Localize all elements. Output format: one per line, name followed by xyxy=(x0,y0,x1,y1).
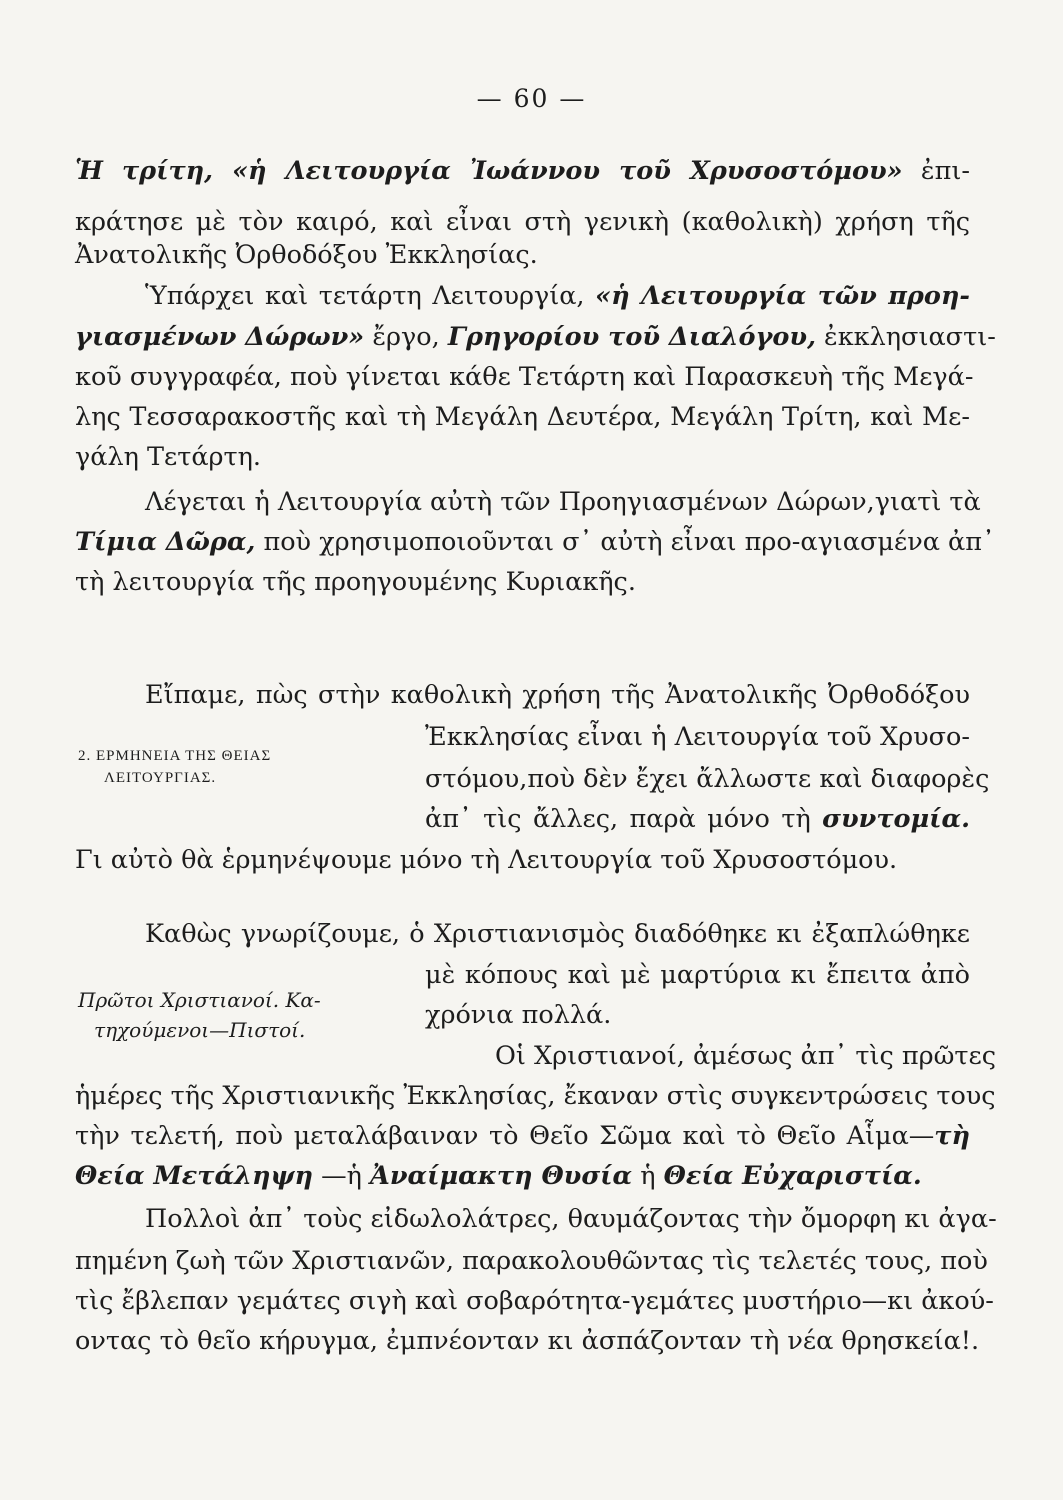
text-line: κοῦ συγγραφέα, ποὺ γίνεται κάθε Τετάρτη καὶ Παρασκευὴ τῆς Μεγά- xyxy=(75,362,974,392)
text-line: Γι αὐτὸ θὰ ἑρμηνέψουμε μόνο τὴ Λειτουργία τοῦ Χρυσοστόμου. xyxy=(75,845,898,875)
section-heading: 2. ΕΡΜΗΝΕΙΑ ΤΗΣ ΘΕΙΑΣ ΛΕΙΤΟΥΡΓΙΑΣ. xyxy=(78,748,272,786)
page-number: — 60 — xyxy=(476,84,587,113)
text-line: γάλη Τετάρτη. xyxy=(75,442,262,472)
text-line: τὴ λειτουργία τῆς προηγουμένης Κυριακῆς. xyxy=(75,567,636,597)
text-line: λης Τεσσαρακοστῆς καὶ τὴ Μεγάλη Δευτέρα, Μεγάλη Τρίτη, καὶ Με- xyxy=(75,402,970,432)
text-line: πημένη ζωὴ τῶν Χριστιανῶν, παρακολουθῶντας τὶς τελετές τους, ποὺ xyxy=(75,1246,988,1276)
text-line: κράτησε μὲ τὸν καιρό, καὶ εἶναι στὴ γενικὴ (καθολικὴ) χρήση τῆς xyxy=(75,207,970,237)
text-line: Θεία Μετάληψη —ἡ Ἀναίμακτη Θυσία ἡ Θεία Εὐχαριστία. xyxy=(75,1161,922,1191)
text-line: Τίμια Δῶρα, ποὺ χρησιμοποιοῦνται σ᾽ αὐτὴ εἶναι προ-αγιασμένα ἀπ᾽ xyxy=(75,527,995,557)
text-line: γιασμένων Δώρων» ἔργο, Γρηγορίου τοῦ Διαλόγου, ἐκκλησιαστι- xyxy=(75,322,996,352)
margin-note: Πρῶτοι Χριστιανοί. Κα- τηχούμενοι—Πιστοί. xyxy=(78,988,321,1042)
text-line: τὴν τελετή, ποὺ μεταλάβαιναν τὸ Θεῖο Σῶμα καὶ τὸ Θεῖο Αἷμα—τὴ xyxy=(75,1121,970,1151)
text-line: Πολλοὶ ἀπ᾽ τοὺς εἰδωλολάτρες, θαυμάζοντας τὴν ὄμορφη κι ἀγα- xyxy=(145,1204,997,1234)
text-line: οντας τὸ θεῖο κήρυγμα, ἐμπνέονταν κι ἀσπάζονταν τὴ νέα θρησκεία!. xyxy=(75,1326,980,1356)
text-line: Καθὼς γνωρίζουμε, ὁ Χριστιανισμὸς διαδόθηκε κι ἐξαπλώθηκε xyxy=(145,919,970,949)
text-line: μὲ κόπους καὶ μὲ μαρτύρια κι ἔπειτα ἀπὸ xyxy=(425,960,970,990)
text-line: Ὑπάρχει καὶ τετάρτη Λειτουργία, «ἡ Λειτουργία τῶν προη- xyxy=(145,281,970,311)
text-line: Λέγεται ἡ Λειτουργία αὐτὴ τῶν Προηγιασμένων Δώρων,γιατὶ τὰ xyxy=(145,487,981,517)
text-line: Ἀνατολικῆς Ὀρθοδόξου Ἐκκλησίας. xyxy=(75,240,538,270)
text-line: χρόνια πολλά. xyxy=(425,1000,612,1030)
text-line: Οἱ Χριστιανοί, ἀμέσως ἀπ᾽ τὶς πρῶτες xyxy=(495,1041,997,1071)
text-line: Ἐκκλησίας εἶναι ἡ Λειτουργία τοῦ Χρυσο- xyxy=(425,722,970,752)
text-line: ἡμέρες τῆς Χριστιανικῆς Ἐκκλησίας, ἔκαναν στὶς συγκεντρώσεις τους xyxy=(75,1081,996,1111)
text-line: Ἡ τρίτη, «ἡ Λειτουργία Ἰωάννου τοῦ Χρυσοστόμου» ἐπι- xyxy=(75,156,970,186)
text-line: Εἴπαμε, πὼς στὴν καθολικὴ χρήση τῆς Ἀνατολικῆς Ὀρθοδόξου xyxy=(145,680,970,710)
text-line: τὶς ἔβλεπαν γεμάτες σιγὴ καὶ σοβαρότητα-γεμάτες μυστήριο—κι ἀκού- xyxy=(75,1286,994,1316)
text-line: στόμου,ποὺ δὲν ἔχει ἄλλωστε καὶ διαφορὲς xyxy=(425,764,990,794)
text-line: ἀπ᾽ τὶς ἄλλες, παρὰ μόνο τὴ συντομία. xyxy=(425,804,970,834)
